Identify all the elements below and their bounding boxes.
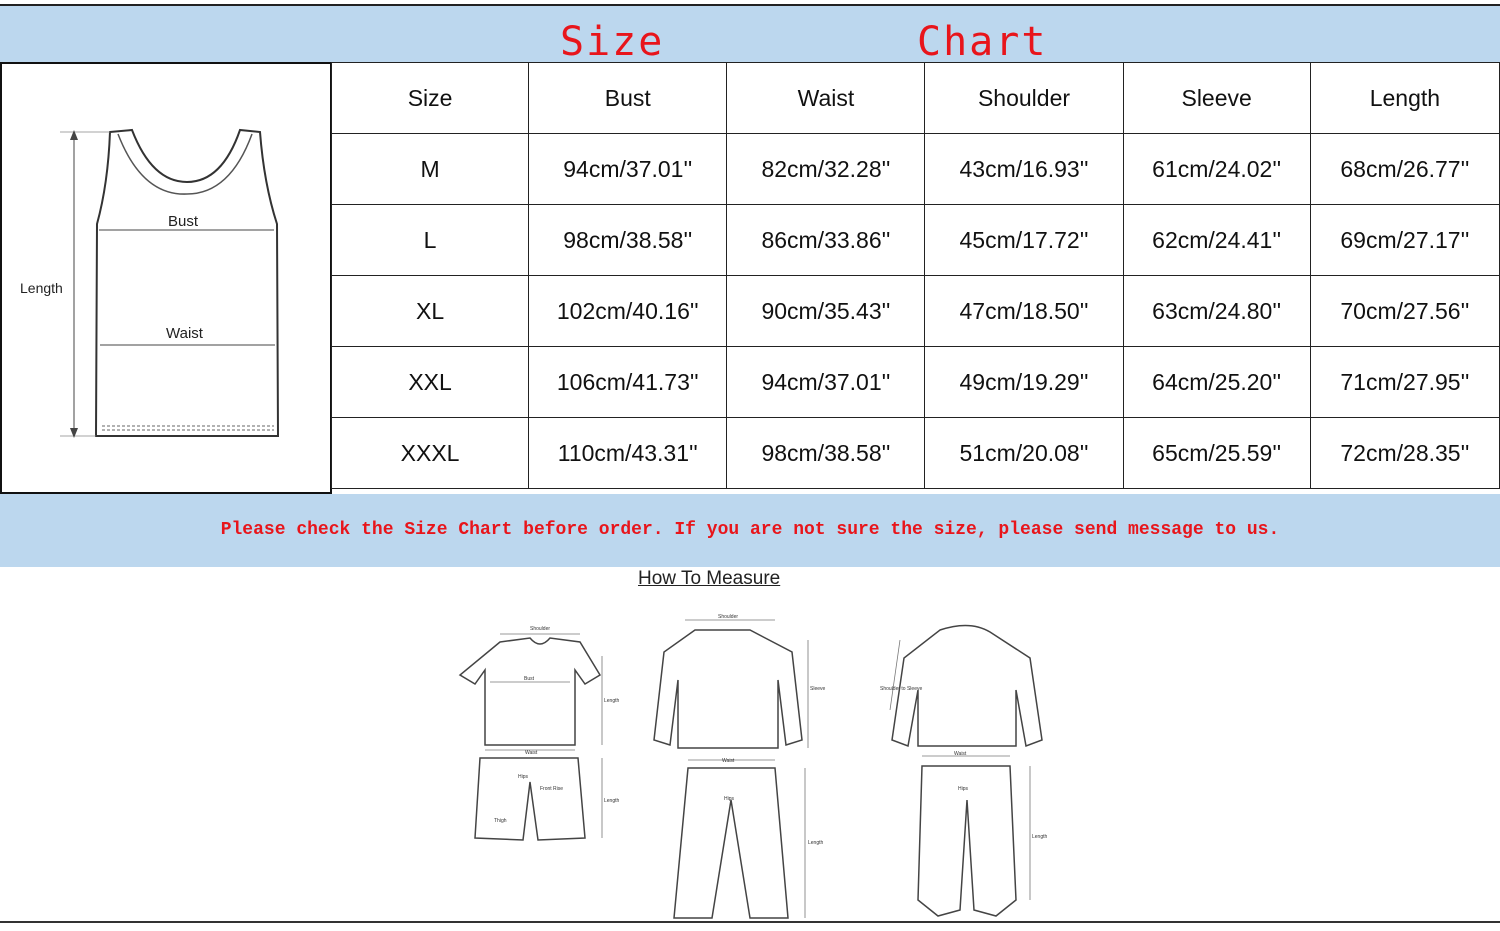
sleeve-cell: 65cm/25.59''	[1123, 418, 1310, 489]
size-cell: XXL	[332, 347, 529, 418]
waist-cell: 90cm/35.43''	[727, 276, 925, 347]
length-cell: 72cm/28.35''	[1310, 418, 1499, 489]
sleeve-cell: 61cm/24.02''	[1123, 134, 1310, 205]
sleeve-cell: 62cm/24.41''	[1123, 205, 1310, 276]
shoulder-cell: 43cm/16.93''	[925, 134, 1123, 205]
bust-cell: 94cm/37.01''	[529, 134, 727, 205]
header-cell: Sleeve	[1123, 63, 1310, 134]
table-header-row	[332, 63, 1500, 134]
title-size: Size	[560, 19, 665, 65]
size-cell: L	[332, 205, 529, 276]
bust-cell: 106cm/41.73''	[529, 347, 727, 418]
tshirt-length-label: Length	[604, 698, 620, 704]
header-cell: Length	[1310, 63, 1499, 134]
waist-cell: 82cm/32.28''	[727, 134, 925, 205]
header-bar	[0, 4, 1500, 65]
shorts-length-label: Length	[604, 798, 620, 804]
length-cell: 71cm/27.95''	[1310, 347, 1499, 418]
bust-cell: 98cm/38.58''	[529, 205, 727, 276]
table-row	[332, 134, 1500, 205]
shorts-waist-label: Waist	[525, 750, 538, 756]
shoulder-cell: 49cm/19.29''	[925, 347, 1123, 418]
pants-hips-label: Hips	[724, 796, 735, 802]
tshirt-shoulder-label: Shoulder	[530, 626, 551, 632]
joggers-hip-label: Hips	[958, 786, 969, 792]
shoulder-cell: 47cm/18.50''	[925, 276, 1123, 347]
shirt-sleeve-label: Sleeve	[810, 686, 826, 692]
bust-label: Bust	[168, 213, 199, 230]
shirt-drawing	[654, 630, 802, 748]
shorts-drawing	[475, 758, 585, 840]
length-cell: 68cm/26.77''	[1310, 134, 1499, 205]
joggers-length-label: Length	[1032, 834, 1048, 840]
sleeve-cell: 63cm/24.80''	[1123, 276, 1310, 347]
size-cell: XL	[332, 276, 529, 347]
waist-label: Waist	[166, 325, 203, 342]
bust-cell: 110cm/43.31''	[529, 418, 727, 489]
size-cell: M	[332, 134, 529, 205]
header-cell: Bust	[529, 63, 727, 134]
bottom-divider	[0, 921, 1500, 923]
table-row	[332, 418, 1500, 489]
length-cell: 70cm/27.56''	[1310, 276, 1499, 347]
waist-cell: 98cm/38.58''	[727, 418, 925, 489]
length-cell: 69cm/27.17''	[1310, 205, 1499, 276]
shorts-hips-label: Hips	[518, 774, 529, 780]
length-label: Length	[20, 280, 63, 296]
size-table	[331, 62, 1500, 489]
notice-text: Please check the Size Chart before order. If you are not sure the size, please send message to us.	[220, 520, 1280, 540]
tshirt-bust-label: Bust	[524, 676, 535, 682]
shirt-shoulder-label: Shoulder	[718, 614, 739, 620]
bust-cell: 102cm/40.16''	[529, 276, 727, 347]
pants-waist-label: Waist	[722, 758, 735, 764]
shorts-thigh-label: Thigh	[494, 818, 507, 824]
shoulder-cell: 51cm/20.08''	[925, 418, 1123, 489]
pants-drawing	[674, 768, 788, 918]
table-row	[332, 347, 1500, 418]
title-chart: Chart	[917, 19, 1048, 65]
pants-length-label: Length	[808, 840, 824, 846]
table-row	[332, 205, 1500, 276]
joggers-waist-label: Waist	[954, 751, 967, 757]
tank-top-diagram	[0, 62, 332, 494]
how-to-measure-illustrations	[430, 600, 1070, 920]
header-cell: Size	[332, 63, 529, 134]
header-cell: Shoulder	[925, 63, 1123, 134]
how-to-measure-title: How To Measure	[638, 568, 781, 589]
hoodie-shoulder-sleeve-label: Shoulder to Sleeve	[880, 686, 923, 692]
waist-cell: 86cm/33.86''	[727, 205, 925, 276]
sleeve-cell: 64cm/25.20''	[1123, 347, 1310, 418]
tshirt-drawing	[460, 638, 600, 745]
shoulder-cell: 45cm/17.72''	[925, 205, 1123, 276]
table-row	[332, 276, 1500, 347]
header-cell: Waist	[727, 63, 925, 134]
notice-bar	[0, 494, 1500, 567]
size-cell: XXXL	[332, 418, 529, 489]
shorts-front-rise-label: Front Rise	[540, 786, 564, 792]
waist-cell: 94cm/37.01''	[727, 347, 925, 418]
tank-top-illustration	[2, 64, 330, 492]
